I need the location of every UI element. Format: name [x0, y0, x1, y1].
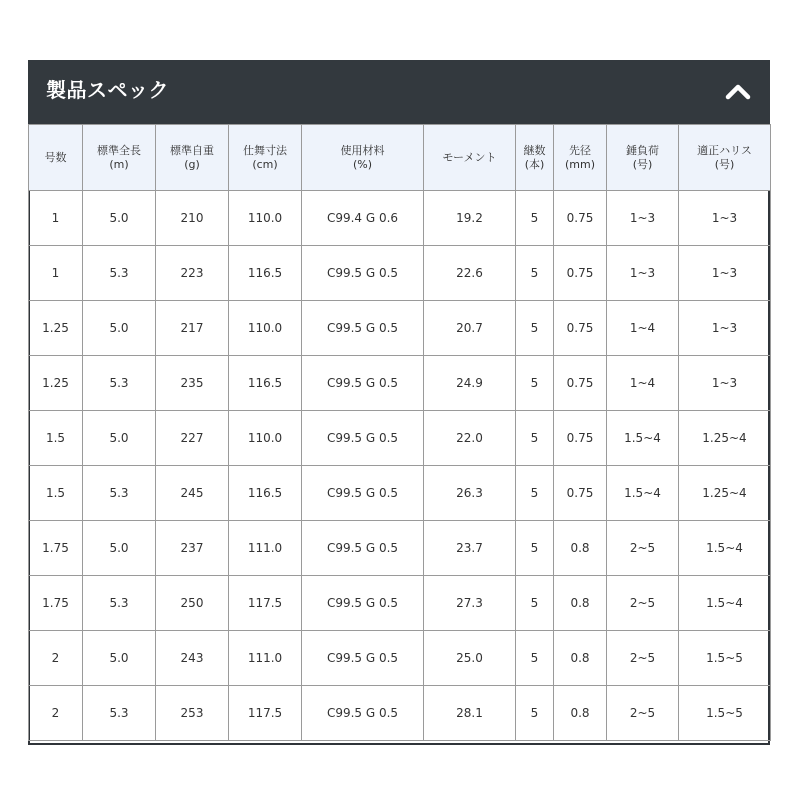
- cell-closed-length: 117.5: [229, 686, 302, 741]
- cell-closed-length: 111.0: [229, 631, 302, 686]
- column-header-label: 適正ハリス: [697, 143, 752, 157]
- cell-sinker-load: 1.5~4: [607, 466, 679, 521]
- cell-sections: 5: [516, 466, 554, 521]
- cell-material: C99.5 G 0.5: [302, 466, 424, 521]
- table-row: [29, 411, 771, 466]
- cell-material: C99.5 G 0.5: [302, 411, 424, 466]
- cell-tip-diameter: 0.75: [554, 301, 607, 356]
- cell-weight: 253: [156, 686, 229, 741]
- spec-panel-header[interactable]: [28, 60, 770, 124]
- cell-closed-length: 116.5: [229, 246, 302, 301]
- column-header-closed-length: [229, 125, 302, 191]
- cell-length: 5.3: [83, 466, 156, 521]
- cell-moment: 27.3: [424, 576, 516, 631]
- cell-length: 5.0: [83, 301, 156, 356]
- cell-leader: 1.5~5: [679, 631, 771, 686]
- cell-leader: 1~3: [679, 356, 771, 411]
- table-row: [29, 631, 771, 686]
- table-body: [29, 191, 771, 741]
- cell-length: 5.3: [83, 576, 156, 631]
- table-row: [29, 686, 771, 741]
- cell-tip-diameter: 0.8: [554, 686, 607, 741]
- column-header-label: 号数: [44, 150, 67, 164]
- cell-moment: 25.0: [424, 631, 516, 686]
- column-header-leader: [679, 125, 771, 191]
- cell-sections: 5: [516, 356, 554, 411]
- cell-moment: 23.7: [424, 521, 516, 576]
- cell-weight: 235: [156, 356, 229, 411]
- cell-material: C99.5 G 0.5: [302, 686, 424, 741]
- column-header-tip-diameter: [554, 125, 607, 191]
- column-header-unit: (%): [352, 157, 373, 171]
- column-header-label: 標準自重: [170, 143, 214, 157]
- table-row: [29, 576, 771, 631]
- cell-moment: 20.7: [424, 301, 516, 356]
- panel-title: 製品スペック: [46, 78, 169, 102]
- cell-moment: 26.3: [424, 466, 516, 521]
- cell-leader: 1~3: [679, 246, 771, 301]
- cell-sections: 5: [516, 521, 554, 576]
- table-row: [29, 191, 771, 246]
- cell-length: 5.3: [83, 686, 156, 741]
- cell-closed-length: 117.5: [229, 576, 302, 631]
- cell-gousuu: 2: [29, 631, 83, 686]
- cell-closed-length: 116.5: [229, 466, 302, 521]
- cell-sinker-load: 2~5: [607, 521, 679, 576]
- cell-material: C99.4 G 0.6: [302, 191, 424, 246]
- cell-weight: 217: [156, 301, 229, 356]
- cell-material: C99.5 G 0.5: [302, 631, 424, 686]
- cell-closed-length: 110.0: [229, 191, 302, 246]
- column-header-label: 仕舞寸法: [243, 143, 287, 157]
- cell-length: 5.0: [83, 631, 156, 686]
- cell-closed-length: 110.0: [229, 411, 302, 466]
- cell-leader: 1.25~4: [679, 411, 771, 466]
- cell-length: 5.0: [83, 411, 156, 466]
- cell-leader: 1~3: [679, 301, 771, 356]
- cell-length: 5.0: [83, 521, 156, 576]
- cell-material: C99.5 G 0.5: [302, 301, 424, 356]
- cell-closed-length: 111.0: [229, 521, 302, 576]
- column-header-sinker-load: [607, 125, 679, 191]
- cell-closed-length: 110.0: [229, 301, 302, 356]
- cell-gousuu: 1: [29, 191, 83, 246]
- cell-sections: 5: [516, 411, 554, 466]
- table-row: [29, 521, 771, 576]
- cell-moment: 22.0: [424, 411, 516, 466]
- cell-length: 5.3: [83, 356, 156, 411]
- cell-material: C99.5 G 0.5: [302, 576, 424, 631]
- column-header-label: 先径: [569, 143, 591, 157]
- column-header-unit: (号): [714, 157, 735, 171]
- cell-sinker-load: 1~3: [607, 246, 679, 301]
- cell-material: C99.5 G 0.5: [302, 246, 424, 301]
- table-row: [29, 466, 771, 521]
- column-header-moment: [424, 125, 516, 191]
- cell-length: 5.3: [83, 246, 156, 301]
- cell-length: 5.0: [83, 191, 156, 246]
- cell-closed-length: 116.5: [229, 356, 302, 411]
- column-header-label: モーメント: [442, 150, 497, 164]
- column-header-gousuu: [29, 125, 83, 191]
- cell-sections: 5: [516, 246, 554, 301]
- cell-sinker-load: 2~5: [607, 631, 679, 686]
- cell-sinker-load: 2~5: [607, 576, 679, 631]
- cell-weight: 227: [156, 411, 229, 466]
- column-header-material: [302, 125, 424, 191]
- column-header-label: 継数: [523, 143, 546, 157]
- cell-sections: 5: [516, 631, 554, 686]
- cell-moment: 22.6: [424, 246, 516, 301]
- cell-leader: 1.5~4: [679, 521, 771, 576]
- column-header-label: 使用材料: [340, 143, 385, 157]
- cell-tip-diameter: 0.8: [554, 576, 607, 631]
- cell-gousuu: 1.75: [29, 576, 83, 631]
- cell-leader: 1~3: [679, 191, 771, 246]
- cell-tip-diameter: 0.8: [554, 631, 607, 686]
- table-row: [29, 356, 771, 411]
- cell-gousuu: 1.25: [29, 356, 83, 411]
- cell-sinker-load: 2~5: [607, 686, 679, 741]
- cell-leader: 1.25~4: [679, 466, 771, 521]
- column-header-unit: (cm): [252, 157, 278, 171]
- table-row: [29, 246, 771, 301]
- cell-weight: 237: [156, 521, 229, 576]
- column-header-unit: (本): [524, 157, 545, 171]
- chevron-up-icon: [722, 76, 754, 108]
- cell-gousuu: 1: [29, 246, 83, 301]
- cell-sections: 5: [516, 301, 554, 356]
- cell-sinker-load: 1~4: [607, 301, 679, 356]
- cell-sinker-load: 1~3: [607, 191, 679, 246]
- cell-gousuu: 1.75: [29, 521, 83, 576]
- cell-sections: 5: [516, 576, 554, 631]
- cell-sections: 5: [516, 191, 554, 246]
- cell-gousuu: 1.25: [29, 301, 83, 356]
- cell-leader: 1.5~4: [679, 576, 771, 631]
- cell-weight: 210: [156, 191, 229, 246]
- column-header-length: [83, 125, 156, 191]
- cell-weight: 250: [156, 576, 229, 631]
- cell-gousuu: 1.5: [29, 466, 83, 521]
- cell-sinker-load: 1.5~4: [607, 411, 679, 466]
- column-header-weight: [156, 125, 229, 191]
- table-header-row: [29, 125, 771, 191]
- column-header-unit: (g): [184, 157, 200, 171]
- cell-gousuu: 1.5: [29, 411, 83, 466]
- cell-tip-diameter: 0.75: [554, 191, 607, 246]
- cell-material: C99.5 G 0.5: [302, 356, 424, 411]
- cell-moment: 19.2: [424, 191, 516, 246]
- cell-sinker-load: 1~4: [607, 356, 679, 411]
- cell-tip-diameter: 0.8: [554, 521, 607, 576]
- cell-tip-diameter: 0.75: [554, 356, 607, 411]
- cell-tip-diameter: 0.75: [554, 466, 607, 521]
- column-header-unit: (mm): [564, 157, 595, 171]
- cell-tip-diameter: 0.75: [554, 411, 607, 466]
- cell-sections: 5: [516, 686, 554, 741]
- cell-material: C99.5 G 0.5: [302, 521, 424, 576]
- cell-gousuu: 2: [29, 686, 83, 741]
- cell-moment: 28.1: [424, 686, 516, 741]
- cell-weight: 223: [156, 246, 229, 301]
- cell-weight: 245: [156, 466, 229, 521]
- cell-tip-diameter: 0.75: [554, 246, 607, 301]
- table-row: [29, 301, 771, 356]
- spec-table: [28, 124, 771, 741]
- cell-weight: 243: [156, 631, 229, 686]
- column-header-unit: (m): [109, 157, 129, 171]
- column-header-label: 錘負荷: [626, 143, 659, 157]
- collapse-button[interactable]: [722, 76, 754, 108]
- cell-moment: 24.9: [424, 356, 516, 411]
- spec-panel: [28, 60, 770, 745]
- column-header-unit: (号): [632, 157, 653, 171]
- cell-leader: 1.5~5: [679, 686, 771, 741]
- column-header-label: 標準全長: [97, 143, 141, 157]
- column-header-sections: [516, 125, 554, 191]
